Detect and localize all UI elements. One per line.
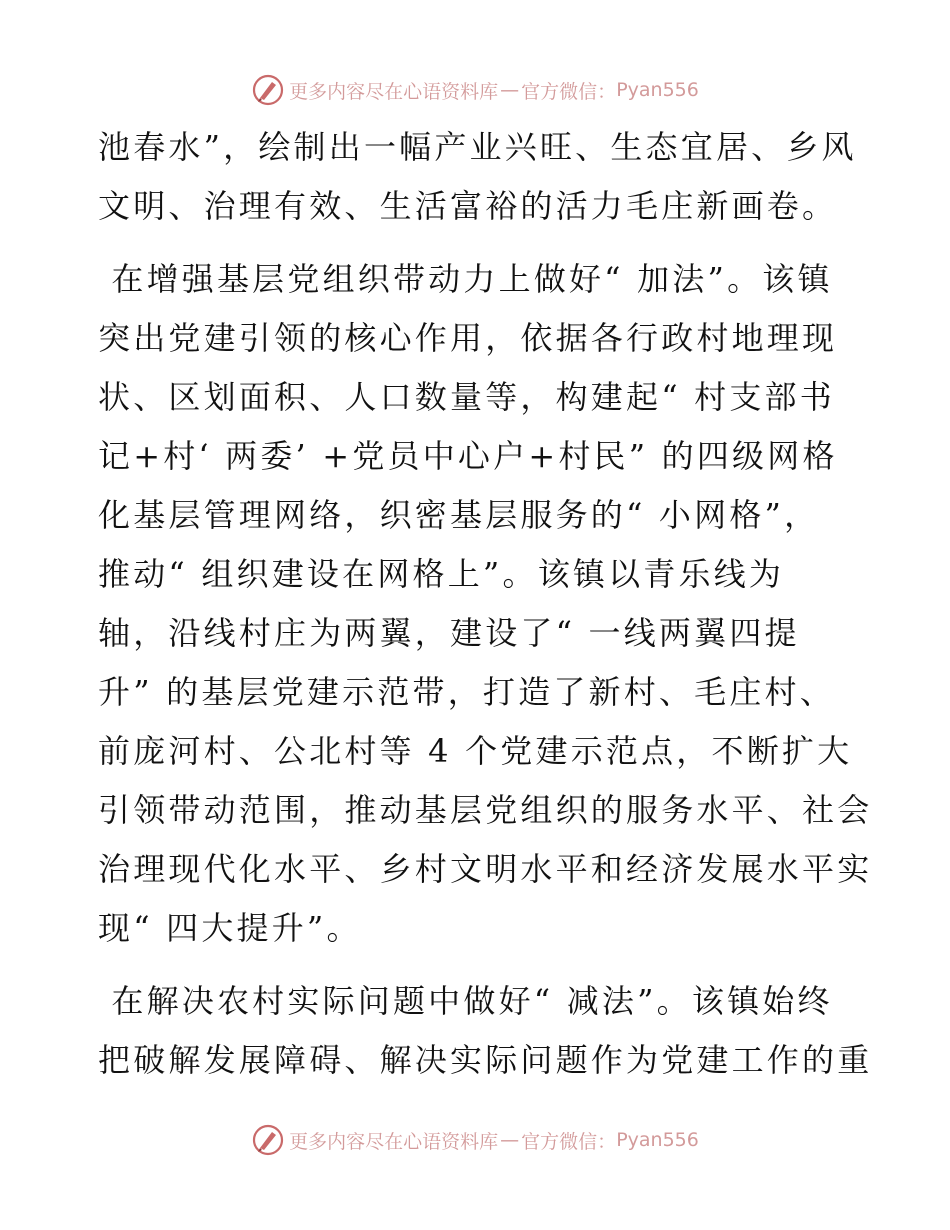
text-line: 记+村‘ 两委’ +党员中心户+村民” 的四级网格: [98, 437, 838, 475]
watermark-id: Pyan556: [616, 1129, 699, 1151]
watermark-main-text: 更多内容尽在心语资料库: [289, 80, 499, 103]
text-line: 在解决农村实际问题中做好“ 减法”。该镇始终: [98, 982, 833, 1020]
text-line: 升” 的基层党建示范带，打造了新村、毛庄村、: [98, 673, 835, 711]
text-line: 在增强基层党组织带动力上做好“ 加法”。该镇: [98, 260, 833, 298]
text-line: 池春水”，绘制出一幅产业兴旺、生态宜居、乡风: [98, 128, 857, 166]
text-line: 化基层管理网络，织密基层服务的“ 小网格”，: [98, 496, 820, 534]
text-line: 推动“ 组织建设在网格上”。该镇以青乐线为: [98, 555, 785, 593]
watermark-sub-text: 官方微信：: [521, 80, 617, 103]
watermark-id: Pyan556: [616, 79, 699, 101]
text-line: 状、区划面积、人口数量等，构建起“ 村支部书: [98, 378, 835, 416]
text-line: 轴，沿线村庄为两翼，建设了“ 一线两翼四提: [98, 614, 800, 652]
paragraph: [98, 250, 873, 958]
pen-circle-icon: [251, 1123, 285, 1157]
paragraph: [98, 972, 873, 1090]
watermark-dash: —: [500, 1129, 520, 1151]
text-line: 突出党建引领的核心作用，依据各行政村地理现: [98, 319, 838, 357]
text-line: 把破解发展障碍、解决实际问题作为党建工作的重: [98, 1041, 873, 1079]
text-line: 治理现代化水平、乡村文明水平和经济发展水平实: [98, 850, 873, 888]
watermark-dash: —: [500, 79, 520, 101]
watermark-sub-text: 官方微信：: [521, 1130, 617, 1153]
text-line: 文明、治理有效、生活富裕的活力毛庄新画卷。: [98, 187, 838, 225]
text-line: 引领带动范围，推动基层党组织的服务水平、社会: [98, 791, 873, 829]
text-line: 现“ 四大提升”。: [98, 909, 362, 947]
paragraph: [98, 118, 858, 236]
footer-watermark: [0, 1120, 950, 1160]
text-line: 前庞河村、公北村等 4 个党建示范点，不断扩大: [98, 732, 853, 770]
header-watermark: [0, 70, 950, 110]
document-body: [98, 118, 873, 1090]
pen-circle-icon: [251, 73, 285, 107]
watermark-main-text: 更多内容尽在心语资料库: [289, 1130, 499, 1153]
